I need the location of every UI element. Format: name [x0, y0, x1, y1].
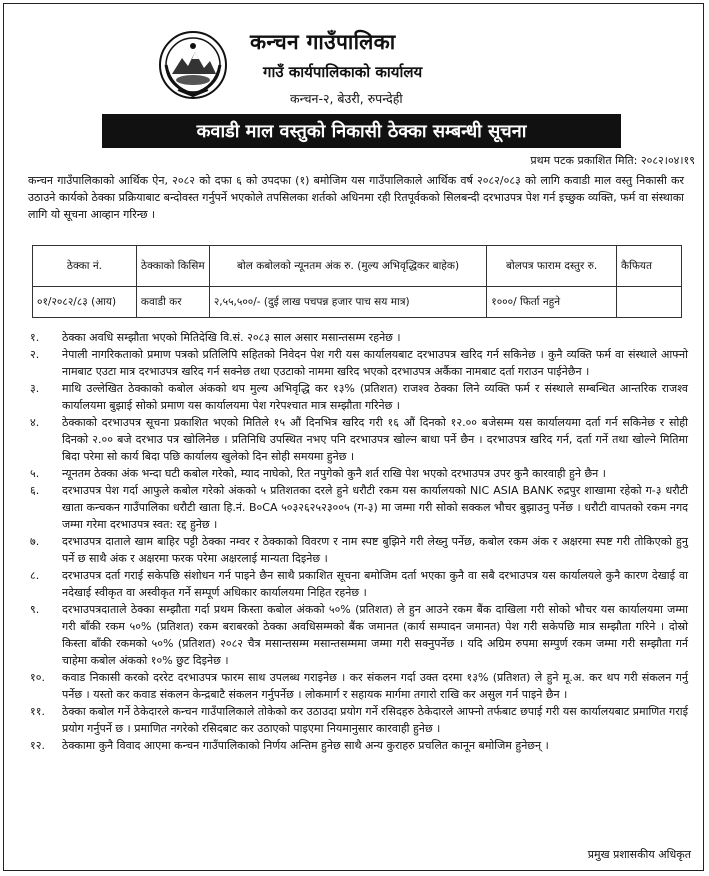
condition-text: कवाड निकासी करको दररेट दरभाउपत्र फारम साथ उपलब्ध गराइनेछ । कर संकलन गर्दा उक्त दरमा १३% (प्रतिशत) ले हुने मू.अ. कर थप गरी संकलन गर्नु पर्नेछ । यस्तो कर कवाड संकलन केन्द्रबाटै संकलन गर्नुपर्नेछ । लोकमार्ग र सहायक मार्गमा तगारो राखि कर असुल गर्न पाइने छैन ।: [62, 671, 688, 701]
header-type: ठेक्काको किसिम: [136, 246, 209, 287]
condition-text: दरभाउपत्र दर्ता गराई सकेपछि संशोधन गर्न पाइने छैन साथै प्रकाशित सूचना बमोजिम दर्ता भएका कुनै वा सबै दरभाउपत्र यस कार्यालयले कुनै कारण देखाई वा नदेखाई स्वीकृत वा अस्वीकृत गर्ने सम्पूर्ण अधिकार कार्यालयमा निहित रहनेछ ।: [62, 569, 688, 599]
office-name: गाउँ कार्यपालिकाको कार्यालय: [263, 63, 423, 81]
condition-number: ९.: [30, 603, 40, 616]
office-address: कन्चन-२, बेउरी, रुपन्देही: [290, 91, 403, 106]
condition-text: ठेक्कामा कुनै विवाद आएमा कन्चन गाउँपालिकाको निर्णय अन्तिम हुनेछ साथै अन्य कुराहरु प्रचलित कानून बमोजिम हुनेछन् ।: [62, 739, 549, 752]
condition-item: [26, 482, 688, 533]
table-row: [33, 287, 682, 318]
condition-number: ६.: [30, 484, 40, 497]
condition-number: ३.: [30, 382, 40, 395]
condition-number: ७.: [30, 535, 40, 548]
condition-item: [26, 669, 688, 703]
intro-paragraph: कन्चन गाउँपालिकाको आर्थिक ऐन, २०८२ को दफा ६ को उपदफा (१) बमोजिम यस गाउँपालिकाले आर्थिक वर्ष २०८२/०८३ को लागि कवाडी माल वस्तु निकासी कर उठाउने कार्यको ठेक्का प्रक्रियाबाट बन्दोवस्त गर्नुपर्ने भएकोले तपसिलका शर्तको अधिनमा रही रितपूर्वकको सिलबन्दी दरभाउपत्र पेश गर्न इच्छुक व्यक्ति, फर्म वा संस्थाका लागि यो सूचना आव्हान गरिन्छ ।: [28, 174, 684, 221]
condition-item: [26, 533, 688, 567]
cell-type: कवाडी कर: [136, 287, 209, 318]
condition-item: [26, 346, 688, 380]
header-min-bid: बोल कबोलको न्यूनतम अंक रु. (मुल्य अभिवृद्धिकर बाहेक): [209, 246, 486, 287]
condition-text: माथि उल्लेखित ठेक्काको कबोल अंकको थप मुल्य अभिवृद्धि कर १३% (प्रतिशत) राजश्व ठेक्का लिने व्यक्ति फर्म र संस्थाले सम्बन्धित आन्तरिक राजश्व कार्यालयमा बुझाई सोको प्रमाण यस कार्यालयमा पेश गरेपश्चात मात्र सम्झौता गरिनेछ ।: [62, 382, 688, 412]
condition-item: [26, 737, 688, 754]
publication-date: प्रथम पटक प्रकाशित मिति: २०८२।०४।१९: [530, 154, 695, 167]
condition-number: १२.: [30, 739, 45, 752]
condition-text: ठेक्का अवधि सम्झौता भएको मितिदेखि वि.सं. २०८३ साल असार मसान्तसम्म रहनेछ ।: [62, 331, 401, 344]
notice-title: कवाडी माल वस्तुको निकासी ठेक्का सम्बन्धी सूचना: [102, 114, 621, 148]
cell-contract-no: ०१/२०८२/८३ (आय): [33, 287, 137, 318]
condition-text: दरभाउपत्र दाताले खाम बाहिर पट्टी ठेक्का नम्वर र ठेक्काको विवरण र नाम स्पष्ट बुझिने गरी लेख्नु पर्नेछ, कबोल रकम अंक र अक्षरमा स्पष्ट गरी तोकिएको हुनु पर्ने छ साथै अंक र अक्षरमा फरक परेमा अक्षरलाई मान्यता दिइनेछ ।: [62, 535, 688, 565]
nepal-emblem-icon: [158, 30, 228, 100]
condition-item: [26, 601, 688, 669]
cell-remarks: [617, 287, 682, 318]
condition-item: [26, 414, 688, 465]
signature: प्रमुख प्रशासकीय अधिकृत: [587, 848, 691, 861]
condition-number: २.: [30, 348, 40, 361]
condition-item: [26, 380, 688, 414]
table-header-row: [33, 246, 682, 287]
condition-item: [26, 567, 688, 601]
header-remarks: कैफियत: [617, 246, 682, 287]
condition-number: ५.: [30, 467, 40, 480]
condition-text: नेपाली नागरिकताको प्रमाण पत्रको प्रतिलिपि सहितको निवेदन पेश गरी यस कार्यालयबाट दरभाउपत्र खरिद गर्न सकिनेछ । कुनै व्यक्ति फर्म वा संस्थाले आफ्नो नामबाट एउटा मात्र दरभाउपत्र खरिद गर्न सक्नेछ तथा एउटाको नाममा खरिद भएको दरभाउपत्र अर्कैका नामबाट दर्ता गराउन पाईनेछैन ।: [62, 348, 688, 378]
municipality-name: कन्चन गाउँपालिका: [250, 30, 396, 54]
header-contract-no: ठेक्का नं.: [33, 246, 137, 287]
conditions-list: [26, 329, 688, 754]
header-form-fee: बोलपत्र फाराम दस्तुर रु.: [487, 246, 617, 287]
condition-number: १०.: [30, 671, 45, 684]
condition-number: १.: [30, 331, 40, 344]
condition-number: ११.: [30, 705, 45, 718]
cell-form-fee: १०००/ फिर्ता नहुने: [487, 287, 617, 318]
tender-table: [32, 245, 682, 318]
condition-text: दरभाउपत्र पेश गर्दा आफुले कबोल गरेको अंकको ५ प्रतिशतका दरले हुने धरौटी रकम यस कार्यालयको NIC ASIA BANK रुद्रपुर शाखामा रहेको ग-३ धरौटी खाता कन्चकन गाउँपालिका धरौटी खाता हि.नं. B०CA ५०३२६२५२३००५ (ग-३) मा जम्मा गरी सोको सक्कल भौचर बुझाउनु पर्नेछ । धरौटी वापतको रकम नगद जम्मा गरेमा दरभाउपत्र स्वत: रद्द हुनेछ ।: [62, 484, 688, 531]
condition-number: ८.: [30, 569, 40, 582]
condition-text: न्यूनतम ठेक्का अंक भन्दा घटी कबोल गरेको, म्याद नाघेको, रित नपुगेको कुनै शर्त राखि पेश भएको दरभाउपत्र उपर कुनै कारवाही हुने छैन ।: [62, 467, 606, 480]
condition-item: [26, 465, 688, 482]
condition-text: ठेक्काको दरभाउपत्र सूचना प्रकाशित भएको मितिले १५ औं दिनभित्र खरिद गरी १६ औं दिनको १२.०० बजेसम्म यस कार्यालयमा दर्ता गर्न सकिनेछ र सोही दिनको २.०० बजे दरभाउ पत्र खोलिनेछ । प्रतिनिधि उपस्थित नभए पनि दरभाउपत्र खोल्न बाधा पर्ने छैन । दरभाउपत्र खरिद गर्न, दर्ता गर्ने तथा खोल्ने मितिमा बिदा परेमा सो कार्य बिदा पछि कार्यालय खुलेको दिन सोही समयमा हुनेछ ।: [62, 416, 688, 463]
condition-item: [26, 329, 688, 346]
condition-text: ठेक्का कबोल गर्ने ठेकेदारले कन्चन गाउँपालिकाले तोकेको कर उठाउदा प्रयोग गर्ने रसिदहरु ठेकेदारले आफ्नो तर्फबाट छपाई गरी यस कार्यालयबाट प्रमाणित गराई प्रयोग गर्नुपर्ने छ । प्रमाणित नगरेको रसिदबाट कर उठाएको पाइएमा नियमानुसार कारवाही हुनेछ ।: [62, 705, 688, 735]
cell-min-bid: २,५५,५००/- (दुई लाख पचपन्न हजार पाच सय मात्र): [209, 287, 486, 318]
condition-text: दरभाउपत्रदाताले ठेक्का सम्झौता गर्दा प्रथम किस्ता कबोल अंकको ५०% (प्रतिशत) ले हुन आउने रकम बैंक दाखिला गरी सोको भौचर यस कार्यालयमा जम्मा गरी बाँकी रकम ५०% (प्रतिशत) रकम बराबरको ठेक्का अवधिसम्मको बैंक जमानत (कार्य सम्पादन जमानत) पेश गरी सकेपछि मात्र सम्झौता गरिने । दोस्रो किस्ता बाँकी रकमको ५०% (प्रतिशत) २०८२ चैत्र मसान्तसम्म मसान्तसम्ममा जम्मा गरी सक्नुपर्नेछ । यदि अग्रिम रुपमा सम्पुर्ण रकम जम्मा गरी सम्झौता गर्न चाहेमा कबोल अंकको १०% छुट दिइनेछ ।: [62, 603, 688, 667]
condition-number: ४.: [30, 416, 40, 429]
condition-item: [26, 703, 688, 737]
